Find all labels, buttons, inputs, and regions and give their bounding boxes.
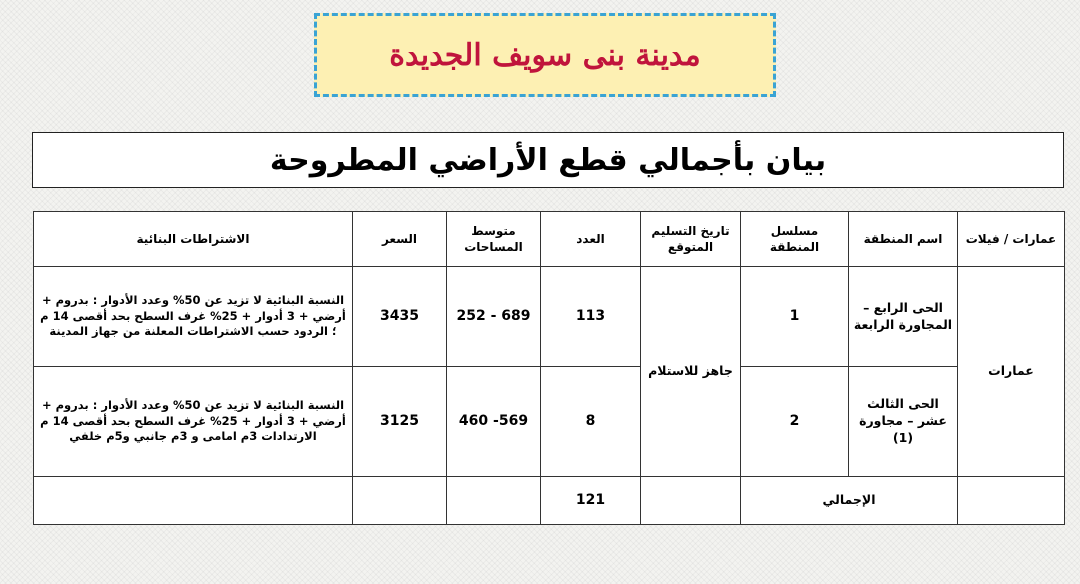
header-avg-area: متوسط المساحات	[447, 212, 541, 267]
delivery-cell: جاهز للاستلام	[641, 267, 741, 477]
serial-cell: 2	[741, 367, 849, 477]
table-header-row	[34, 212, 1065, 267]
avg-area-cell: 252 - 689	[447, 267, 541, 367]
total-label-cell: الإجمالي	[741, 477, 958, 525]
header-area-serial: مسلسل المنطقة	[741, 212, 849, 267]
header-delivery-date: تاريخ التسليم المتوقع	[641, 212, 741, 267]
count-cell: 113	[541, 267, 641, 367]
serial-cell: 1	[741, 267, 849, 367]
header-price: السعر	[353, 212, 447, 267]
avg-area-cell: 460 -569	[447, 367, 541, 477]
header-conditions: الاشتراطات البنائية	[34, 212, 353, 267]
count-cell: 8	[541, 367, 641, 477]
page-title: بيان بأجمالي قطع الأراضي المطروحة	[269, 142, 827, 178]
empty-cell	[353, 477, 447, 525]
table-row	[34, 367, 1065, 477]
empty-cell	[34, 477, 353, 525]
type-cell: عمارات	[958, 267, 1065, 477]
header-count: العدد	[541, 212, 641, 267]
price-cell: 3125	[353, 367, 447, 477]
area-name-cell: الحى الثالث عشر – مجاورة (1)	[849, 367, 958, 477]
table-row	[34, 267, 1065, 367]
empty-cell	[958, 477, 1065, 525]
conditions-cell: النسبة البنائية لا تزيد عن 50% وعدد الأدوار : بدروم + أرضي + 3 أدوار + 25% غرف السطح بحد أقصى 14 م الارتدادات 3م امامى و 3م جانبي و5م خلفي	[34, 367, 353, 477]
empty-cell	[447, 477, 541, 525]
header-type: عمارات / فيلات	[958, 212, 1065, 267]
area-name-cell: الحى الرابع – المجاورة الرابعة	[849, 267, 958, 367]
page-title-box	[32, 132, 1064, 188]
city-title-banner	[314, 13, 776, 97]
price-cell: 3435	[353, 267, 447, 367]
empty-cell	[641, 477, 741, 525]
total-row	[34, 477, 1065, 525]
total-count-cell: 121	[541, 477, 641, 525]
header-area-name: اسم المنطقة	[849, 212, 958, 267]
city-title: مدينة بنى سويف الجديدة	[389, 37, 701, 73]
land-plots-table	[33, 211, 1065, 525]
conditions-cell: النسبة البنائية لا تزيد عن 50% وعدد الأدوار : بدروم + أرضي + 3 أدوار + 25% غرف السطح بحد أقصى 14 م ؛ الردود حسب الاشتراطات المعلنة من جهاز المدينة	[34, 267, 353, 367]
